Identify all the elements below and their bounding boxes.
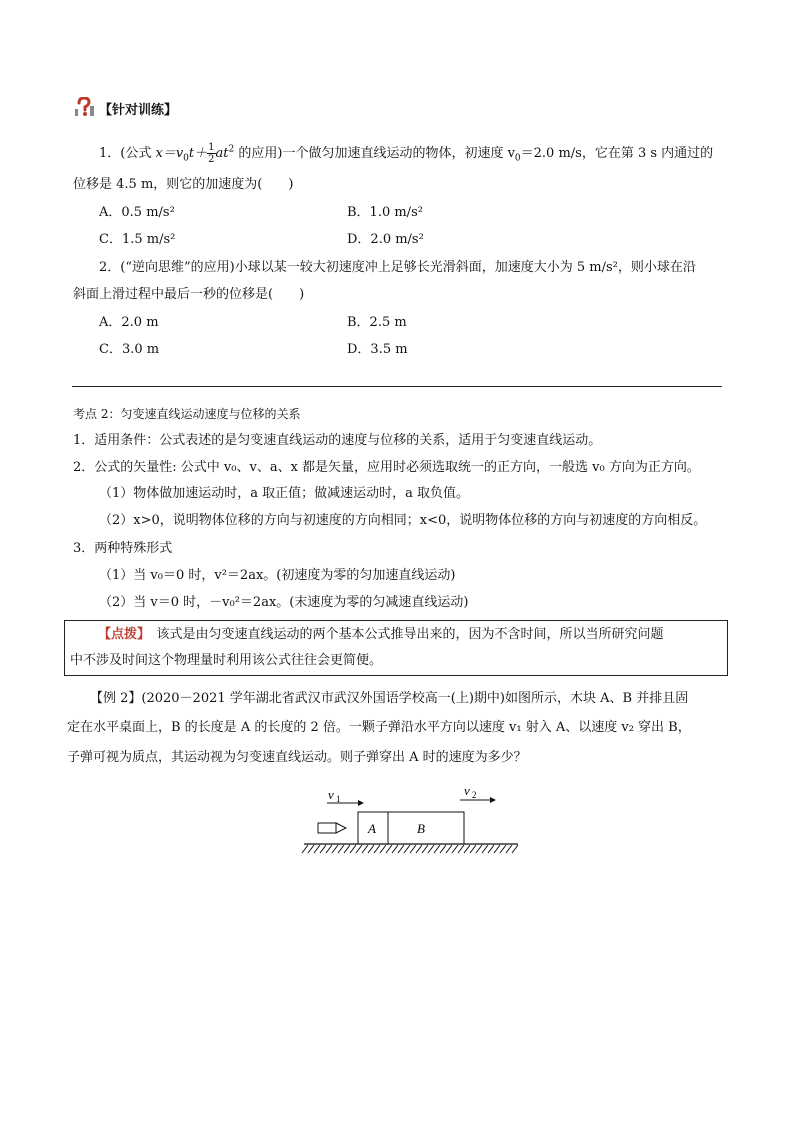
block-b [388, 812, 464, 844]
point2-item2-2: （2）x>0，说明物体位移的方向与初速度的方向相同；x<0，说明物体位移的方向与初速度的方向相反。 [99, 513, 707, 528]
q1-option-a[interactable]: A．0.5 m/s² [99, 205, 175, 220]
q2-line2: 斜面上滑过程中最后一秒的位移是( ) [73, 287, 305, 302]
question-mark-icon [74, 97, 96, 117]
point2-item1: 1．适用条件：公式表述的是匀变速直线运动的速度与位移的关系，适用于匀变速直线运动。 [73, 433, 602, 448]
v2-subscript: 2 [472, 790, 477, 800]
q1-option-c[interactable]: C．1.5 m/s² [99, 232, 176, 247]
block-b-label: B [417, 821, 425, 836]
example2-line3: 子弹可视为质点，其运动视为匀变速直线运动。则子弹穿出 A 时的速度为多少？ [67, 750, 527, 765]
v1-arrowhead [358, 800, 364, 806]
example2-line1: 【例 2】(2020－2021 学年湖北省武汉市武汉外国语学校高一(上)期中)如图所示，木块 A、B 并排且固 [90, 691, 689, 706]
point2-item2: 2．公式的矢量性: 公式中 v₀、v、a、x 都是矢量，应用时必须选取统一的正方向，一般选 v₀ 方向为正方向。 [73, 460, 700, 475]
v2-arrowhead [490, 797, 496, 803]
q2-option-a[interactable]: A．2.0 m [99, 315, 159, 330]
v1-label: v [328, 787, 334, 802]
hint-line2: 中不涉及时间这个物理量时利用该公式往往会更简便。 [70, 653, 383, 668]
fraction-half: $\frac{1}{2}$ [208, 142, 215, 165]
bullet-tip [336, 823, 346, 833]
blocks-diagram [300, 785, 522, 857]
section-divider [72, 386, 722, 387]
point2-title: 考点 2：匀变速直线运动速度与位移的关系 [73, 407, 301, 421]
block-a-label: A [368, 821, 376, 836]
hint-tag: 【点拨】 [98, 627, 144, 642]
ground-hatch [302, 845, 518, 853]
v2-label: v [464, 785, 470, 798]
q2-option-c[interactable]: C．3.0 m [99, 342, 160, 357]
example2-line2: 定在水平桌面上，B 的长度是 A 的长度的 2 倍。一颗子弹沿水平方向以速度 v₁ 射入 A、以速度 v₂ 穿出 B， [67, 720, 691, 735]
q1-line1: 1．(公式 $x=v_0t+$ $\frac{1}{2}$ $at^2$ 的应用)一个做匀加速直线运动的物体，初速度 $v_0=2.0$ m/s，它在第 3 s 内通过的 [99, 142, 714, 165]
point2-item3-1: （1）当 v₀＝0 时，v²＝2ax。(初速度为零的匀加速直线运动) [99, 568, 456, 583]
point2-item3: 3．两种特殊形式 [73, 541, 173, 556]
q2-option-d[interactable]: D．3.5 m [347, 342, 408, 357]
q2-option-b[interactable]: B．2.5 m [347, 315, 407, 330]
point2-item3-2: （2）当 v＝0 时，－v₀²＝2ax。(末速度为零的匀减速直线运动) [99, 595, 469, 610]
bullet [318, 823, 336, 833]
point2-item2-1: （1）物体做加速运动时，a 取正值；做减速运动时，a 取负值。 [99, 486, 470, 501]
targeted-training-heading: 【针对训练】 [99, 103, 178, 118]
q1-option-b[interactable]: B．1.0 m/s² [347, 205, 423, 220]
v1-subscript: 1 [336, 794, 341, 804]
q1-line2: 位移是 4.5 m，则它的加速度为( ) [73, 177, 294, 192]
q2-line1: 2．(“逆向思维”的应用)小球以某一较大初速度冲上足够长光滑斜面，加速度大小为 5 m/s²，则小球在沿 [99, 260, 696, 275]
q1-option-d[interactable]: D．2.0 m/s² [347, 232, 424, 247]
hint-line1: 【点拨】 该式是由匀变速直线运动的两个基本公式推导出来的，因为不含时间，所以当所研究问题 [98, 627, 664, 642]
